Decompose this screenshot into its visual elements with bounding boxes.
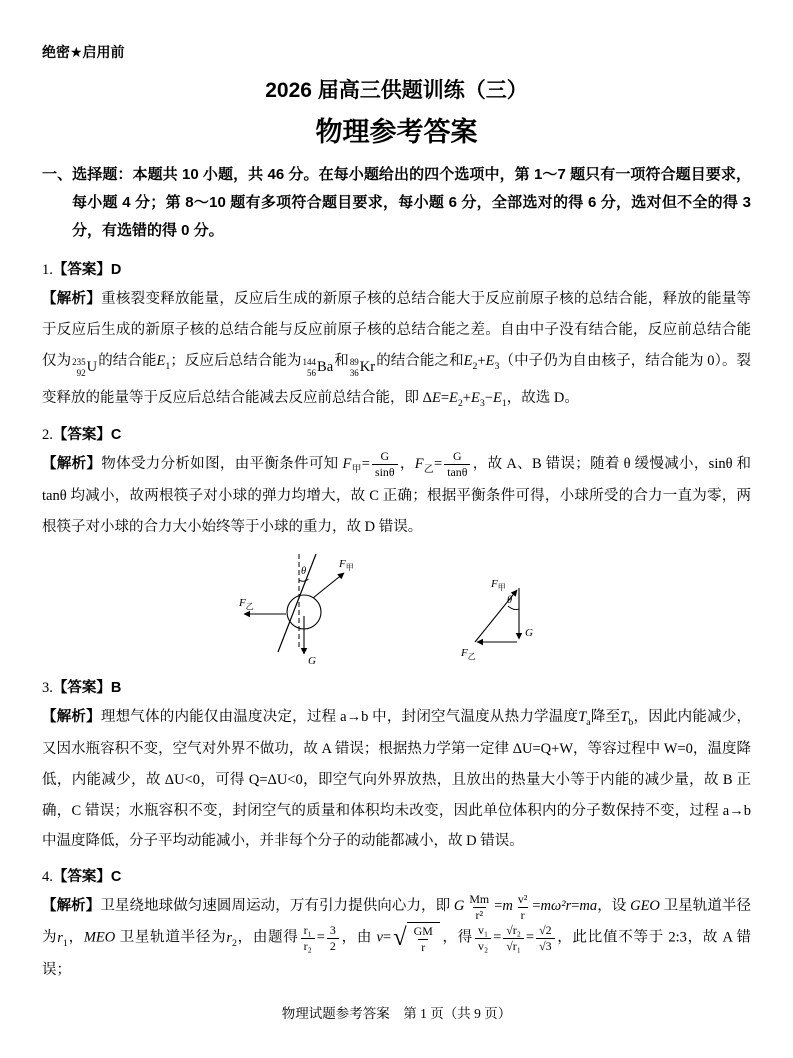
answer-value: B <box>110 680 122 697</box>
question-block-1 <box>42 259 751 415</box>
f1-vector <box>313 573 344 598</box>
question-block-2 <box>42 424 751 668</box>
answer-line-2 <box>42 424 751 447</box>
force-triangle-diagram <box>447 576 567 668</box>
analysis-text-3: 【解析】理想气体的内能仅由温度决定，过程 a→b 中，封闭空气温度从热力学温度$T_a$降至$T_b$，因此内能减少，又因水瓶容积不变，空气对外界不做功，故 A 错误；根据热力学第一定律 ΔU=Q+W，等容过程中 W=0，温度降低，内能减少，故 ΔU<0，可得 Q=ΔU<0，即空气向外界放热，且放出的热量大小等于内能的减少量，故 B 正确，C 错误；水瓶容积不变，封闭空气的质量和体积均未改变，因此单位体积内的分子数保持不变，过程 a→b 中温度降低，分子平均动能减小，并非每个分子的动能都减小，故 D 错误。 <box>42 709 752 850</box>
answer-value: C <box>110 869 122 886</box>
analysis-text-1: 【解析】重核裂变释放能量，反应后生成的新原子核的总结合能大于反应前原子核的总结合能，释放的能量等于反应后生成的新原子核的总结合能与反应前原子核的总结合能之差。自由中子没有结合能，反应前总结合能仅为 235 92 U 的结合能$E_1$；反应后总结合能为 144 56 Ba 和 89 36 Kr 的结合能之和$E_2+E_3$（中子仍为自由核子，结合能为 0）。裂变释放的能量等于反应后总结合能减去反应前总结合能，即 $\Delta E=E_2+E_3-E_1$，故选 D。 <box>42 291 752 409</box>
f2-label: $F_乙$ <box>460 647 476 662</box>
analysis-text-4: 【解析】卫星绕地球做匀速圆周运动，万有引力提供向心力，即 G $\frac{Mm}{\text{r²}}$ =m $\frac{\text{v²}}{r}$ =mω²r=ma，设 GEO 卫星轨道半径为$r_1$，MEO 卫星轨道半径为$r_2$，由题得 $\frac{\text{r₁}}{\text{r₂}}$ = $\frac{3}{2}$ ，由 v= √ $\frac{GM}{r}$ ，得 $\frac{\text{v₁}}{\text{v₂}}$ = $\frac{\text{√r₂}}{\text{√r₁}}$ = $\frac{√2}{√3}$ ，此比值不等于 2:3，故 A 错误； <box>42 891 752 979</box>
theta-arc <box>508 606 519 610</box>
question-number: 3. <box>42 680 53 697</box>
question-number: 2. <box>42 426 53 443</box>
chopstick-line <box>278 554 316 652</box>
question-number: 1. <box>42 262 53 279</box>
theta-arc <box>299 579 309 581</box>
theta-label: θ <box>506 595 512 607</box>
q2-figure <box>42 550 751 668</box>
gravity-label: G <box>307 655 316 668</box>
page-footer: 物理试题参考答案 第 1 页（共 9 页） <box>281 1006 512 1021</box>
answer-value: D <box>110 262 122 279</box>
answer-label: 【答案】 <box>52 262 111 279</box>
answer-line-1 <box>42 259 751 282</box>
section-instructions: 一、选择题：本题共 10 小题，共 46 分。在每小题给出的四个选项中，第 1～7 题只有一项符合题目要求，每小题 4 分；第 8～10 题有多项符合题目要求，每小题 6 分，全部选对的得 6 分，选对但不全的得 3 分，有选错的得 0 分。 <box>42 166 751 239</box>
doc-subtitle: 物理参考答案 <box>315 117 478 147</box>
answer-line-3 <box>42 677 751 700</box>
gravity-label: G <box>524 627 533 640</box>
answer-label: 【答案】 <box>52 869 111 886</box>
f1-label: $F_甲$ <box>490 578 506 593</box>
classification-label: 绝密★启用前 <box>42 44 125 60</box>
question-block-4 <box>42 866 751 986</box>
answer-label: 【答案】 <box>52 426 111 443</box>
question-number: 4. <box>42 869 53 886</box>
doc-title: 2026 届高三供题训练（三） <box>265 79 528 102</box>
f2-label: $F_乙$ <box>238 597 254 612</box>
answer-line-4 <box>42 866 751 889</box>
f1-label: $F_甲$ <box>338 558 354 573</box>
analysis-text-2: 【解析】物体受力分析如图，由平衡条件可知 $F_甲=$ $\frac{G}{\sin\theta}$ ，$F_乙=$ $\frac{G}{\tan\theta}$ ，故 A、B 错误；随着 θ 缓慢减小，sinθ 和 tanθ 均减小，故两根筷子对小球的弹力均增大，故 C 正确；根据平衡条件可得，小球所受的合力一直为零，两根筷子对小球的合力大小始终等于小球的重力，故 D 错误。 <box>42 449 751 535</box>
answer-label: 【答案】 <box>52 680 111 697</box>
theta-label: θ <box>300 566 306 578</box>
question-block-3 <box>42 677 751 857</box>
answer-value: C <box>110 426 122 443</box>
force-diagram <box>227 550 377 668</box>
